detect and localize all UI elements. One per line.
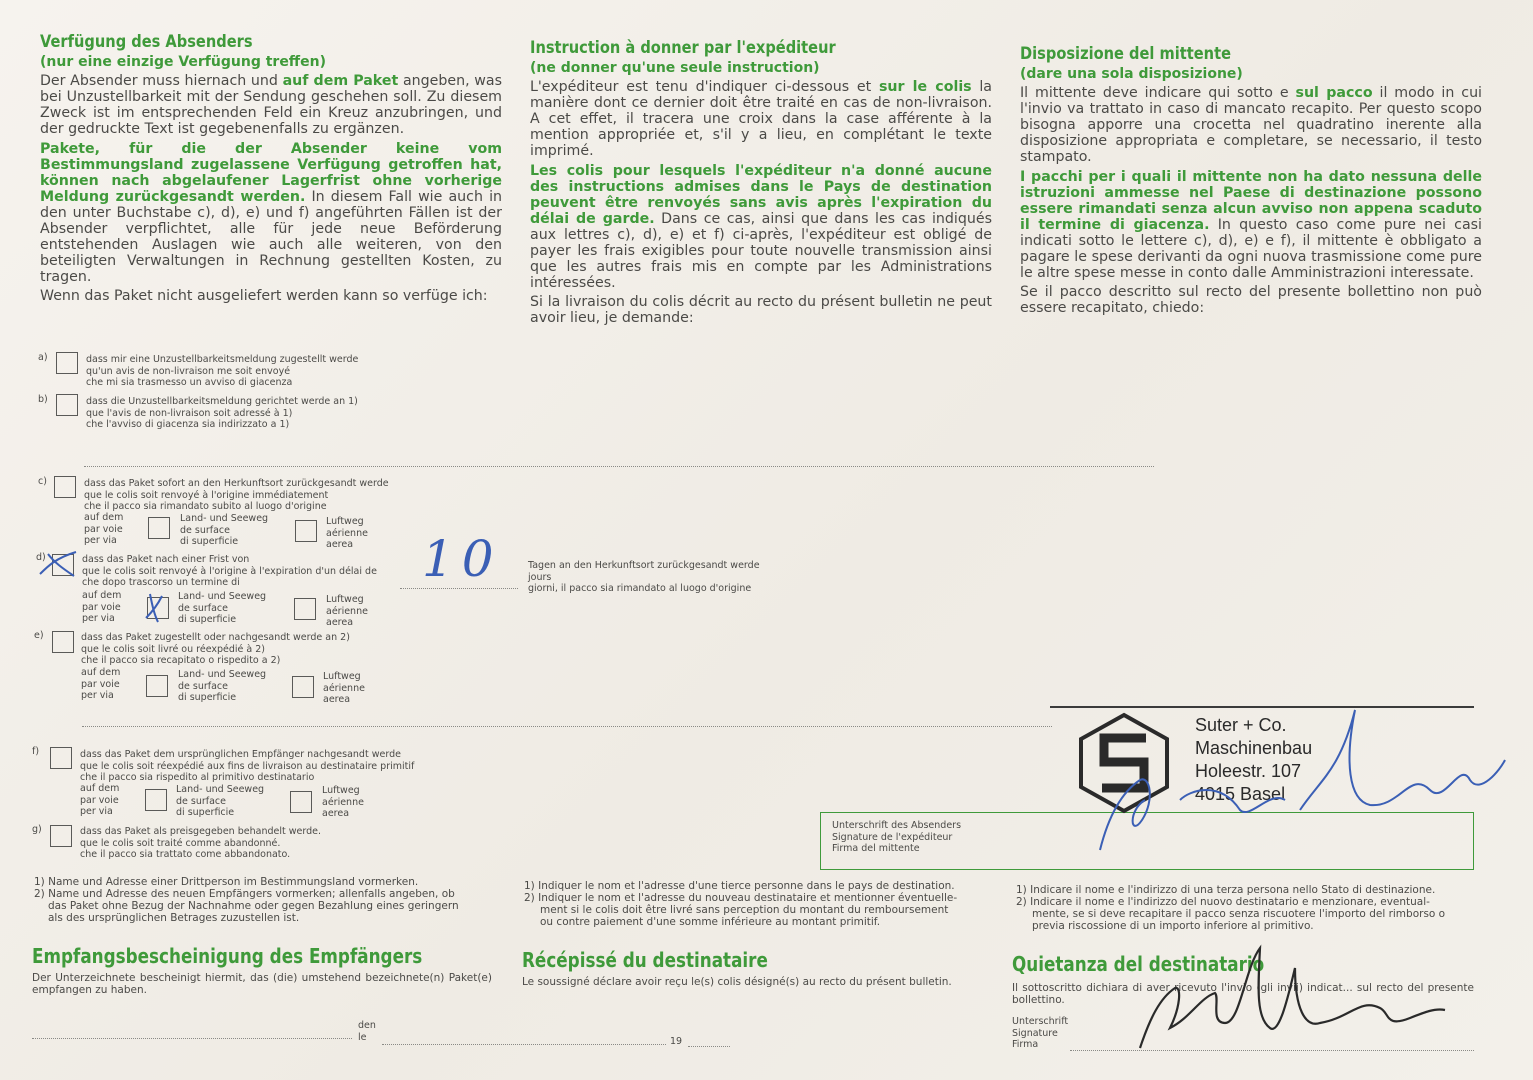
option-d-air-checkbox[interactable] xyxy=(294,598,316,620)
option-f-via-label: auf dem par voie per via xyxy=(80,783,120,817)
receipt-text-italian: Il sottoscritto dichiara di aver ricevuto l'invio (gli invii) indicat... sul recto del presente bollettino. xyxy=(1012,982,1474,1006)
company-address-stamp: Suter + Co. Maschinenbau Holeestr. 107 4015 Basel xyxy=(1195,715,1313,804)
column-french xyxy=(530,38,992,326)
italian-rule: I pacchi per i quali il mittente non ha dato nessuna delle istruzioni ammesse nel Paese di destinazione possono essere rimandati senza alcun avviso non appena scaduto il termine di giacenza. In questo caso come pure nei casi indicati sotto le lettere c), d), e) e f), il mittente è obbligato a pagare le spese derivanti da ogni nuova trasmissione come pure le altre spese messe in conto dalle Amministrazioni interessate. xyxy=(1020,169,1482,281)
option-e-air-label: Luftweg aérienne aerea xyxy=(323,671,365,705)
option-f-letter: f) xyxy=(32,746,40,757)
option-f-text: dass das Paket dem ursprünglichen Empfänger nachgesandt werde que le colis soit réexpédié aux fins de livraison au destinataire primitif che il pacco sia rispedito al primitivo destinatario xyxy=(80,749,415,783)
footnotes-italian: 1) Indicare il nome e l'indirizzo di una terza persona nello Stato di destinazione. 2) Indicare il nome e l'indirizzo del nuovo destinatario e menzionare, eventual- mente, se si deve recapitare il pacco senza riscuotere l'importo del rimborso o previa riscossione di un importo inferiore al primitivo. xyxy=(1016,884,1446,932)
italian-title: Disposizione del mittente xyxy=(1020,44,1231,64)
option-d-text: dass das Paket nach einer Frist von que le colis soit renvoyé à l'origine à l'expiration d'un délai de che dopo trascorso un termine di xyxy=(82,554,377,588)
option-g-letter: g) xyxy=(32,824,42,835)
option-f-surface-checkbox[interactable] xyxy=(145,789,167,811)
option-f-air-checkbox[interactable] xyxy=(290,791,312,813)
receipt-year-line[interactable] xyxy=(688,1046,730,1047)
german-request: Wenn das Paket nicht ausgeliefert werden kann so verfüge ich: xyxy=(40,288,488,304)
option-e-address-line[interactable] xyxy=(82,726,1052,727)
sender-signature-label: Unterschrift des Absenders Signature de l'expéditeur Firma del mittente xyxy=(832,820,962,854)
receipt-text-french: Le soussigné déclare avoir reçu le(s) colis désigné(s) au recto du présent bulletin. xyxy=(522,976,952,988)
receipt-text-german: Der Unterzeichnete bescheinigt hiermit, das (die) umstehend bezeichnete(n) Paket(e) empfangen zu haben. xyxy=(32,972,492,996)
french-request: Si la livraison du colis décrit au recto du présent bulletin ne peut avoir lieu, je demande: xyxy=(530,294,992,326)
option-b-letter: b) xyxy=(38,394,48,405)
column-italian xyxy=(1020,44,1482,316)
option-b-address-line[interactable] xyxy=(84,466,1154,467)
option-e-surface-checkbox[interactable] xyxy=(146,675,168,697)
sender-handwritten-signature xyxy=(1070,700,1510,870)
italian-intro: Il mittente deve indicare qui sotto e sul pacco il modo in cui l'invio va trattato in caso di mancato recapito. Per questo scopo bisogna apporre una crocetta nel quadratino inerente alla disposizione appropriata e completare, se necessario, il testo stampato. xyxy=(1020,85,1483,165)
option-c-text: dass das Paket sofort an den Herkunftsort zurückgesandt werde que le colis soit renvoyé à l'origine immédiatement che il pacco sia rimandato subito al luogo d'origine xyxy=(84,478,389,512)
receipt-place-line[interactable] xyxy=(32,1038,352,1039)
option-g-checkbox[interactable] xyxy=(50,825,72,847)
footnotes-german: 1) Name und Adresse einer Drittperson im Bestimmungsland vormerken. 2) Name und Adresse des neuen Empfängers vormerken; allenfalls angeben, ob das Paket ohne Bezug der Nachnahme oder gegen Bezahlung eines geringern als des ursprünglichen Betrages zuzustellen ist. xyxy=(34,876,459,924)
option-d-cross-mark xyxy=(34,548,84,580)
french-subtitle: (ne donner qu'une seule instruction) xyxy=(530,60,820,76)
receipt-date-line[interactable] xyxy=(382,1044,666,1045)
option-e-air-checkbox[interactable] xyxy=(292,676,314,698)
option-c-via-label: auf dem par voie per via xyxy=(84,512,124,546)
german-subtitle: (nur eine einzige Verfügung treffen) xyxy=(40,54,327,70)
option-c-surface-checkbox[interactable] xyxy=(148,517,170,539)
receipt-signature-label: Unterschrift Signature Firma xyxy=(1012,1016,1069,1050)
italian-subtitle: (dare una sola disposizione) xyxy=(1020,66,1243,82)
option-b-text: dass die Unzustellbarkeitsmeldung gerichtet werde an 1) que l'avis de non-livraison soit adressé à 1) che l'avviso di giacenza sia indirizzato a 1) xyxy=(86,396,358,430)
option-f-surface-label: Land- und Seeweg de surface di superficie xyxy=(176,784,265,818)
option-f-air-label: Luftweg aérienne aerea xyxy=(322,785,364,819)
german-rule: Pakete, für die der Absender keine vom Bestimmungsland zugelassene Verfügung getroffen hat, können nach abgelaufener Lagerfrist ohne vorherige Meldung zurückgesandt werden. In diesem Fall wie auch in den unter Buchstabe c), d), e) und f) angeführten Fällen ist der Absender verpflichtet, alle für jede neue Beförderung entstehenden Auslagen wie auch alle weiteren, von den beteiligten Verwaltungen in Rechnung gestellten Kosten, zu tragen. xyxy=(40,141,502,285)
option-c-surface-label: Land- und Seeweg de surface di superficie xyxy=(180,513,269,547)
german-title: Verfügung des Absenders xyxy=(40,32,253,52)
receipt-title-italian: Quietanza del destinatario xyxy=(1012,952,1265,976)
option-d-surface-mark xyxy=(140,590,170,626)
option-d-letter: d) xyxy=(36,552,46,563)
option-e-letter: e) xyxy=(34,630,44,641)
option-e-checkbox[interactable] xyxy=(52,631,74,653)
option-a-letter: a) xyxy=(38,352,48,363)
option-b-checkbox[interactable] xyxy=(56,394,78,416)
option-c-air-label: Luftweg aérienne aerea xyxy=(326,516,368,550)
french-rule: Les colis pour lesquels l'expéditeur n'a donné aucune des instructions admises dans le Pays de destination peuvent être renvoyés sans avis après l'expiration du délai de garde. Dans ce cas, ainsi que dans les cas indiqués aux lettres c), d), e) et f) ci-après, l'expéditeur est obligé de payer les frais exigibles pour toute nouvelle transmission ainsi que les autres frais mis en compte par les Administrations intéressées. xyxy=(530,163,992,291)
receipt-year-prefix: 19 xyxy=(670,1036,683,1047)
option-d-days-line[interactable] xyxy=(400,588,518,589)
french-title: Instruction à donner par l'expéditeur xyxy=(530,38,836,58)
italian-request: Se il pacco descritto sul recto del presente bollettino non può essere recapitato, chiedo: xyxy=(1020,284,1482,316)
option-e-via-label: auf dem par voie per via xyxy=(81,667,121,701)
option-d-air-label: Luftweg aérienne aerea xyxy=(326,594,368,628)
option-d-after-text: Tagen an den Herkunftsort zurückgesandt werde jours giorni, il pacco sia rimandato al luogo d'origine xyxy=(528,560,760,594)
option-c-checkbox[interactable] xyxy=(54,476,76,498)
option-a-checkbox[interactable] xyxy=(56,352,78,374)
receipt-title-german: Empfangsbescheinigung des Empfängers xyxy=(32,944,423,968)
receipt-title-french: Récépissé du destinataire xyxy=(522,948,768,972)
recipient-handwritten-signature xyxy=(1120,928,1450,1068)
footnotes-french: 1) Indiquer le nom et l'adresse d'une tierce personne dans le pays de destination. 2) Indiquer le nom et l'adresse du nouveau destinataire et mentionner éventuelle- ment si le colis doit être livré sans perception du montant du remboursement ou contre paiement d'une somme inférieure au montant primitif. xyxy=(524,880,958,928)
option-e-text: dass das Paket zugestellt oder nachgesandt werde an 2) que le colis soit livré ou réexpédié à 2) che il pacco sia recapitato o rispedito a 2) xyxy=(81,632,350,666)
option-d-days-handwritten: 10 xyxy=(422,530,502,588)
column-german xyxy=(40,32,502,304)
option-f-checkbox[interactable] xyxy=(50,747,72,769)
german-intro: Der Absender muss hiernach und auf dem Paket angeben, was bei Unzustellbarkeit mit der Sendung geschehen soll. Zu diesem Zweck ist im entsprechenden Feld ein Kreuz anzubringen, und der gedruckte Text ist gegebenenfalls zu ergänzen. xyxy=(40,73,502,137)
french-intro: L'expéditeur est tenu d'indiquer ci-dessous et sur le colis la manière dont ce dernier doit être traité en cas de non-livraison. A cet effet, il tracera une croix dans la case afférente à la mention appropriée et, s'il y a lieu, en complétant le texte imprimé. xyxy=(530,79,992,159)
option-a-text: dass mir eine Unzustellbarkeitsmeldung zugestellt werde qu'un avis de non-livraison me soit envoyé che mi sia trasmesso un avviso di giacenza xyxy=(86,354,359,388)
option-e-surface-label: Land- und Seeweg de surface di superficie xyxy=(178,669,267,703)
option-c-letter: c) xyxy=(38,476,47,487)
option-d-via-label: auf dem par voie per via xyxy=(82,590,122,624)
receipt-date-labels: den le xyxy=(358,1020,376,1043)
option-d-surface-label: Land- und Seeweg de surface di superficie xyxy=(178,591,267,625)
option-g-text: dass das Paket als preisgegeben behandelt werde. que le colis soit traité comme abandonné. che il pacco sia trattato come abbandonato. xyxy=(80,826,321,860)
option-c-air-checkbox[interactable] xyxy=(295,520,317,542)
